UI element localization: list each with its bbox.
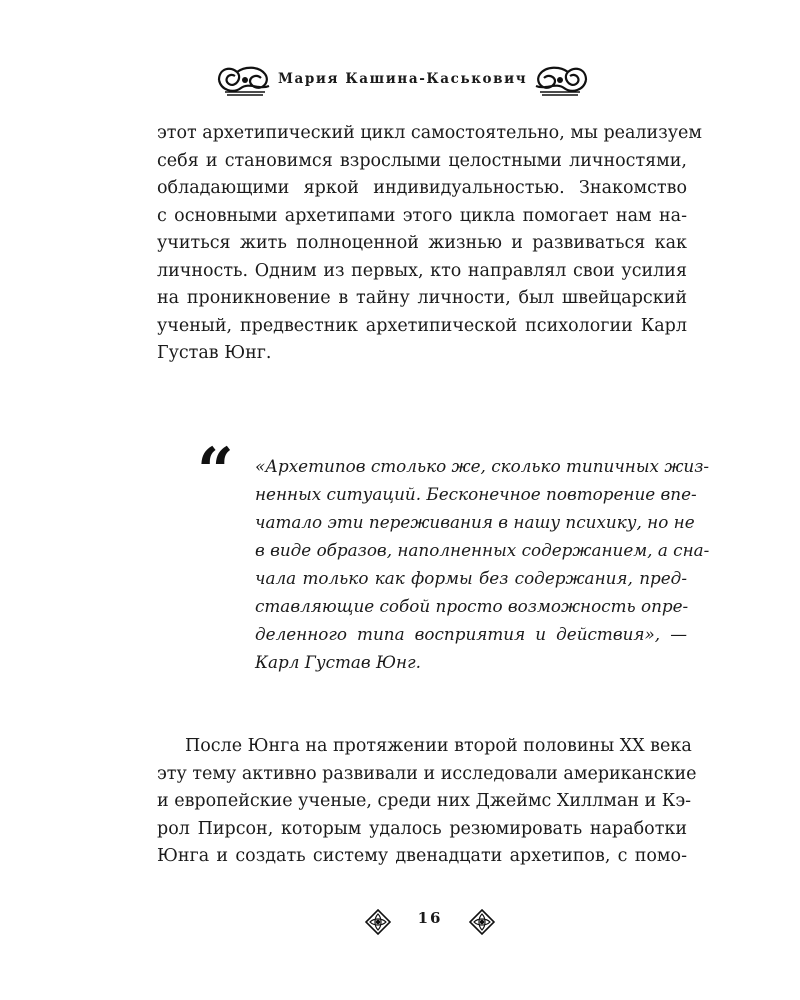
quote-mark-icon: “ [197, 434, 234, 509]
text-line: на проникновение в тайну личности, был швейцарский [157, 288, 687, 308]
author-name: Мария Кашина-Каськович [278, 71, 528, 87]
floral-ornament-icon [469, 909, 495, 935]
quote-line: в виде образов, наполненных содержанием, а сна- [255, 540, 710, 560]
quote-line: чатало эти переживания в нашу психику, но не [255, 512, 695, 532]
block-quote [255, 452, 710, 676]
page-number: 16 [417, 909, 443, 927]
text-line: рол Пирсон, которым удалось резюмировать наработки [157, 818, 687, 839]
text-line: ученый, предвестник архетипической психологии Карл [157, 315, 687, 336]
quote-line: «Архетипов столько же, сколько типичных жиз- [255, 456, 710, 476]
quote-line: ненных ситуаций. Бесконечное повторение впе- [255, 484, 697, 504]
text-line: личность. Одним из первых, кто направлял свои усилия [157, 260, 687, 281]
running-header [210, 60, 590, 100]
quote-attribution: Карл Густав Юнг. [255, 652, 421, 672]
text-line: Юнга и создать систему двенадцати архетипов, с помо- [157, 846, 687, 866]
quote-line: деленного типа восприятия и действия», — [255, 624, 687, 644]
text-line: Густав Юнг. [157, 343, 272, 363]
quote-line: чала только как формы без содержания, пред- [255, 568, 687, 588]
celtic-knot-icon [530, 62, 590, 98]
text-line: учиться жить полноценной жизнью и развиваться как [157, 233, 687, 253]
quote-line: ставляющие собой просто возможность опре- [255, 596, 689, 616]
text-line: После Юнга на протяжении второй половины XX века [185, 736, 692, 756]
body-paragraph [157, 120, 703, 368]
celtic-knot-icon [215, 62, 275, 98]
text-line: с основными архетипами этого цикла помогает нам на- [157, 205, 687, 226]
text-line: и европейские ученые, среди них Джеймс Хиллман и Кэ- [157, 791, 692, 811]
text-line: эту тему активно развивали и исследовали американские [157, 763, 697, 784]
body-paragraph [157, 733, 697, 871]
text-line: себя и становимся взрослыми целостными личностями, [157, 150, 687, 171]
floral-ornament-icon [365, 909, 391, 935]
page-footer [360, 903, 500, 939]
text-line: обладающими яркой индивидуальностью. Знакомство [157, 178, 687, 198]
text-line: этот архетипический цикл самостоятельно, мы реализуем [157, 123, 703, 143]
